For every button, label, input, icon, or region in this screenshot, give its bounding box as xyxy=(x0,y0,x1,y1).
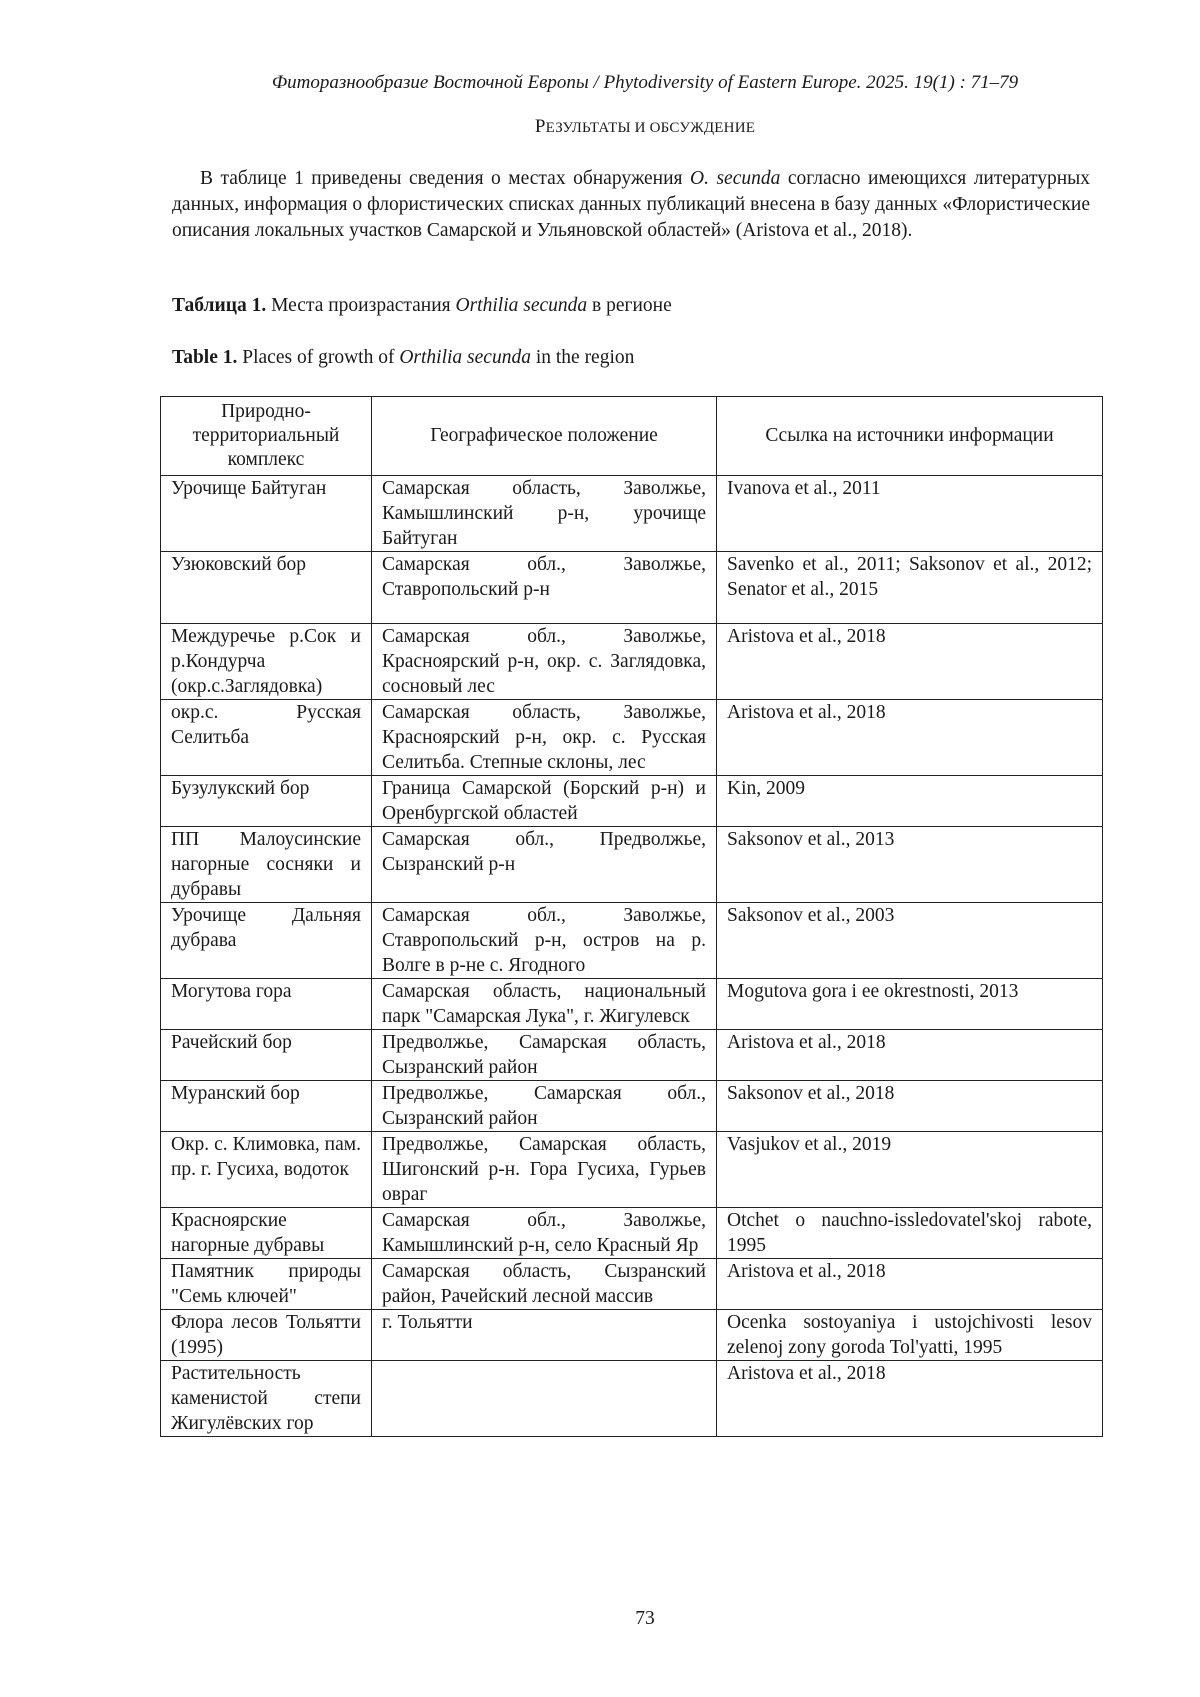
cell-source: Ocenka sostoyaniya i ustojchivosti lesov zelenoj zony goroda Tol'yatti, 1995 xyxy=(717,1310,1103,1361)
cell-source: Aristova et al., 2018 xyxy=(717,1361,1103,1437)
caption-en-after: in the region xyxy=(531,347,634,368)
table-header-row xyxy=(161,397,1103,476)
cell-complex: ПП Малоусинские нагорные сосняки и дубравы xyxy=(161,827,372,903)
cell-complex: Муранский бор xyxy=(161,1081,372,1132)
cell-complex: Красноярские нагорные дубравы xyxy=(161,1208,372,1259)
cell-location: Предволжье, Самарская обл., Сызранский район xyxy=(372,1081,717,1132)
header-source: Ссылка на источники информации xyxy=(717,397,1103,476)
page-number: 73 xyxy=(45,1608,1200,1630)
table-row xyxy=(161,1030,1103,1081)
table-row xyxy=(161,827,1103,903)
intro-species: O. secunda xyxy=(690,168,780,189)
cell-complex: Бузулукский бор xyxy=(161,776,372,827)
table-row xyxy=(161,1208,1103,1259)
caption-ru-after: в регионе xyxy=(587,295,672,316)
cell-complex: Могутова гора xyxy=(161,979,372,1030)
caption-en-before: Places of growth of xyxy=(237,347,399,368)
cell-source: Saksonov et al., 2003 xyxy=(717,903,1103,979)
cell-location: Самарская обл., Предволжье, Сызранский р-н xyxy=(372,827,717,903)
places-table xyxy=(160,396,1103,1437)
running-header: Фиторазнообразие Восточной Европы / Phytodiversity of Eastern Europe. 2025. 19(1) : 71–79 xyxy=(45,72,1200,94)
table-row xyxy=(161,903,1103,979)
cell-location: Самарская область, национальный парк "Самарская Лука", г. Жигулевск xyxy=(372,979,717,1030)
intro-part-2: согласно имеющихся литературных данных, информация о флористических списках данных публикаций внесена в базу данных «Флористические описания локальных участков Самарской и Ульяновской областей» (Aristova et al., 2018). xyxy=(172,168,1090,241)
cell-complex: Флора лесов Тольятти (1995) xyxy=(161,1310,372,1361)
table-row xyxy=(161,979,1103,1030)
cell-location xyxy=(372,1361,717,1437)
cell-source: Aristova et al., 2018 xyxy=(717,700,1103,776)
cell-complex: Растительность каменистой степи Жигулёвских гор xyxy=(161,1361,372,1437)
table-row xyxy=(161,1361,1103,1437)
caption-ru-species: Orthilia secunda xyxy=(456,295,588,316)
section-title-rest: ЕЗУЛЬТАТЫ И ОБСУЖДЕНИЕ xyxy=(546,120,755,136)
table-caption-ru xyxy=(172,295,672,317)
cell-location: Самарская обл., Заволжье, Красноярский р-н, окр. с. Заглядовка, сосновый лес xyxy=(372,624,717,700)
cell-location: Граница Самарской (Борский р-н) и Оренбургской областей xyxy=(372,776,717,827)
cell-complex: Междуречье р.Сок и р.Кондурча (окр.с.Заглядовка) xyxy=(161,624,372,700)
header-location: Географическое положение xyxy=(372,397,717,476)
cell-complex: Рачейский бор xyxy=(161,1030,372,1081)
section-title xyxy=(45,116,1200,138)
cell-source: Aristova et al., 2018 xyxy=(717,1259,1103,1310)
table-row xyxy=(161,776,1103,827)
section-title-lead: Р xyxy=(535,116,546,137)
caption-ru-label: Таблица 1. xyxy=(172,295,266,316)
cell-location: Самарская обл., Заволжье, Ставропольский р-н xyxy=(372,552,717,624)
table-row xyxy=(161,1132,1103,1208)
cell-source: Otchet o nauchno-issledovatel'skoj rabote, 1995 xyxy=(717,1208,1103,1259)
cell-source: Aristova et al., 2018 xyxy=(717,624,1103,700)
cell-complex: Урочище Дальняя дубрава xyxy=(161,903,372,979)
cell-source: Ivanova et al., 2011 xyxy=(717,476,1103,552)
cell-location: Предволжье, Самарская область, Шигонский р-н. Гора Гусиха, Гурьев овраг xyxy=(372,1132,717,1208)
table-row xyxy=(161,552,1103,624)
table-caption-en xyxy=(172,347,634,369)
intro-paragraph xyxy=(172,166,1090,244)
cell-location: Самарская область, Заволжье, Красноярский р-н, окр. с. Русская Селитьба. Степные склоны, лес xyxy=(372,700,717,776)
cell-source: Saksonov et al., 2018 xyxy=(717,1081,1103,1132)
caption-en-label: Table 1. xyxy=(172,347,237,368)
header-complex: Природно-территориальный комплекс xyxy=(161,397,372,476)
cell-source: Savenko et al., 2011; Saksonov et al., 2012; Senator et al., 2015 xyxy=(717,552,1103,624)
cell-source: Mogutova gora i ee okrestnosti, 2013 xyxy=(717,979,1103,1030)
table-row xyxy=(161,1081,1103,1132)
cell-source: Saksonov et al., 2013 xyxy=(717,827,1103,903)
cell-complex: окр.с. Русская Селитьба xyxy=(161,700,372,776)
table-row xyxy=(161,476,1103,552)
cell-source: Aristova et al., 2018 xyxy=(717,1030,1103,1081)
cell-complex: Памятник природы "Семь ключей" xyxy=(161,1259,372,1310)
cell-complex: Окр. с. Климовка, пам. пр. г. Гусиха, водоток xyxy=(161,1132,372,1208)
cell-location: Самарская обл., Заволжье, Ставропольский р-н, остров на р. Волге в р-не с. Ягодного xyxy=(372,903,717,979)
cell-location: Самарская область, Сызранский район, Рачейский лесной массив xyxy=(372,1259,717,1310)
cell-location: Самарская область, Заволжье, Камышлинский р-н, урочище Байтуган xyxy=(372,476,717,552)
cell-source: Kin, 2009 xyxy=(717,776,1103,827)
cell-complex: Урочище Байтуган xyxy=(161,476,372,552)
caption-ru-before: Места произрастания xyxy=(266,295,455,316)
table-row xyxy=(161,1310,1103,1361)
caption-en-species: Orthilia secunda xyxy=(399,347,531,368)
table-row xyxy=(161,1259,1103,1310)
cell-complex: Узюковский бор xyxy=(161,552,372,624)
table-row xyxy=(161,700,1103,776)
intro-part-1: В таблице 1 приведены сведения о местах обнаружения xyxy=(200,168,690,189)
cell-source: Vasjukov et al., 2019 xyxy=(717,1132,1103,1208)
cell-location: Предволжье, Самарская область, Сызранский район xyxy=(372,1030,717,1081)
table-row xyxy=(161,624,1103,700)
cell-location: Самарская обл., Заволжье, Камышлинский р-н, село Красный Яр xyxy=(372,1208,717,1259)
cell-location: г. Тольятти xyxy=(372,1310,717,1361)
